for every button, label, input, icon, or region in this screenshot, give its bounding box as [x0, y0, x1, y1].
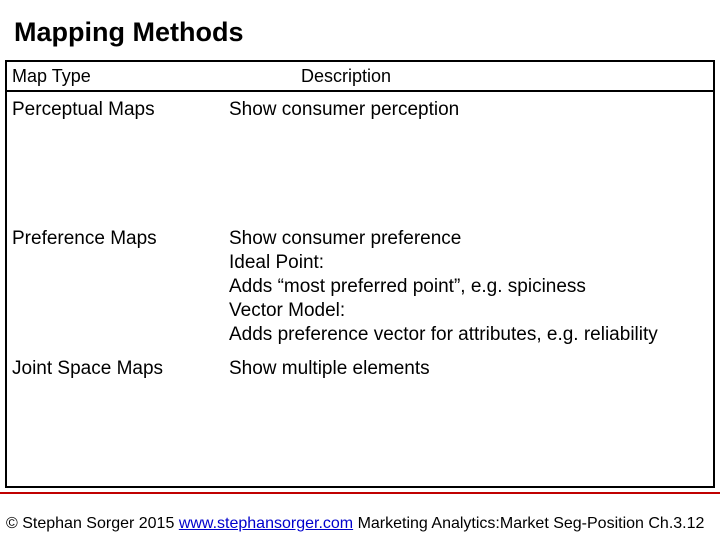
description-line: Vector Model: [229, 300, 346, 321]
description-line: Show multiple elements [229, 358, 430, 379]
row-map-type: Perceptual Maps [12, 99, 155, 120]
footer-website-link[interactable]: www.stephansorger.com [178, 515, 354, 532]
footer-divider [0, 492, 720, 494]
footer-course-label: Marketing Analytics:Market Seg-Position Ch.3.12 [357, 515, 705, 532]
table-header-row [7, 62, 713, 92]
slide-title: Mapping Methods [14, 17, 244, 47]
row-map-type: Joint Space Maps [12, 358, 164, 379]
description-line: Adds “most preferred point”, e.g. spiciness [229, 276, 586, 297]
footer-copyright: © Stephan Sorger 2015 [6, 515, 175, 532]
row-description [229, 98, 709, 122]
description-line: Show consumer perception [229, 99, 460, 120]
description-line: Adds preference vector for attributes, e.g. reliability [229, 324, 658, 345]
row-description [229, 357, 709, 381]
header-description: Description [301, 66, 392, 86]
header-map-type: Map Type [12, 66, 91, 86]
row-map-type: Preference Maps [12, 228, 157, 249]
footer [6, 514, 704, 534]
description-line: Ideal Point: [229, 252, 325, 273]
mapping-methods-table [5, 60, 715, 488]
description-line: Show consumer preference [229, 228, 462, 249]
row-description [229, 227, 709, 347]
